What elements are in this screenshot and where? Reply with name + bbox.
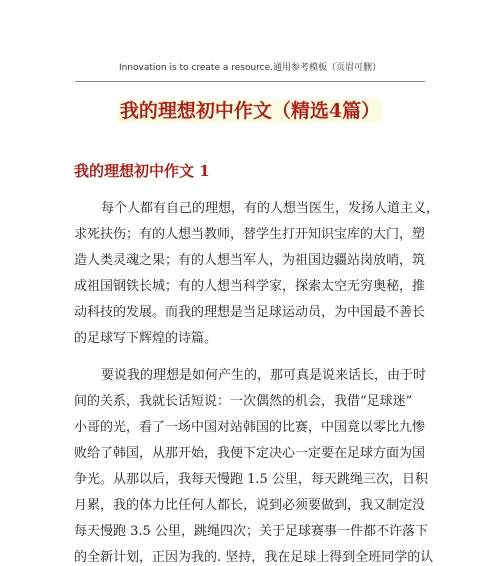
document-title-text: 我的理想初中作文（精选4篇） xyxy=(119,100,381,122)
paragraph-line: 争光。从那以后，我每天慢跑 1.5 公里，每天跳绳三次，日积 xyxy=(74,472,428,487)
paragraph-1 xyxy=(74,196,440,352)
paragraph-line: 的足球写下辉煌的诗篇。 xyxy=(74,331,218,346)
paragraph-2 xyxy=(74,363,434,566)
paragraph-line: 每天慢跑 3.5 公里，跳绳四次；关于足球赛事一件都不许落下 xyxy=(74,524,428,539)
document-title xyxy=(0,96,500,123)
paragraph-line: 每个人都有自己的理想，有的人想当医生，发扬人道主义， xyxy=(101,201,440,216)
paragraph-line: 败给了韩国，从那开始，我便下定决心一定要在足球方面为国 xyxy=(74,446,426,461)
paragraph-line: 的全新计划，正因为我的. 坚持，我在足球上得到全班同学的认 xyxy=(74,550,434,565)
paragraph-line: 小哥的光，看了一场中国对站韩国的比赛，中国竟以零比九惨 xyxy=(74,420,426,435)
paragraph-line: 成祖国钢铁长城；有的人想当科学家，探索太空无穷奥秘，推 xyxy=(74,279,426,294)
paragraph-line: 间的关系，我就长话短说：一次偶然的机会，我借“足球迷” xyxy=(74,394,413,409)
paragraph-line: 动科技的发展。而我的理想是当足球运动员，为中国最不善长 xyxy=(74,305,426,320)
paragraph-line: 造人类灵魂之果；有的人想当军人，为祖国边疆站岗放哨，筑 xyxy=(74,253,426,268)
paragraph-line: 月累，我的体力比任何人都长，说到必须要做到，我又制定没 xyxy=(74,498,426,513)
header-divider xyxy=(75,81,425,82)
section-heading: 我的理想初中作文 1 xyxy=(74,162,210,180)
paragraph-line: 要说我的理想是如何产生的，那可真是说来话长，由于时 xyxy=(101,368,427,383)
paragraph-line: 求死扶伤；有的人想当教师，替学生打开知识宝库的大门，塑 xyxy=(74,227,426,242)
page-header-note: Innovation is to create a resource.通用参考模板（页眉可删） xyxy=(118,63,382,73)
